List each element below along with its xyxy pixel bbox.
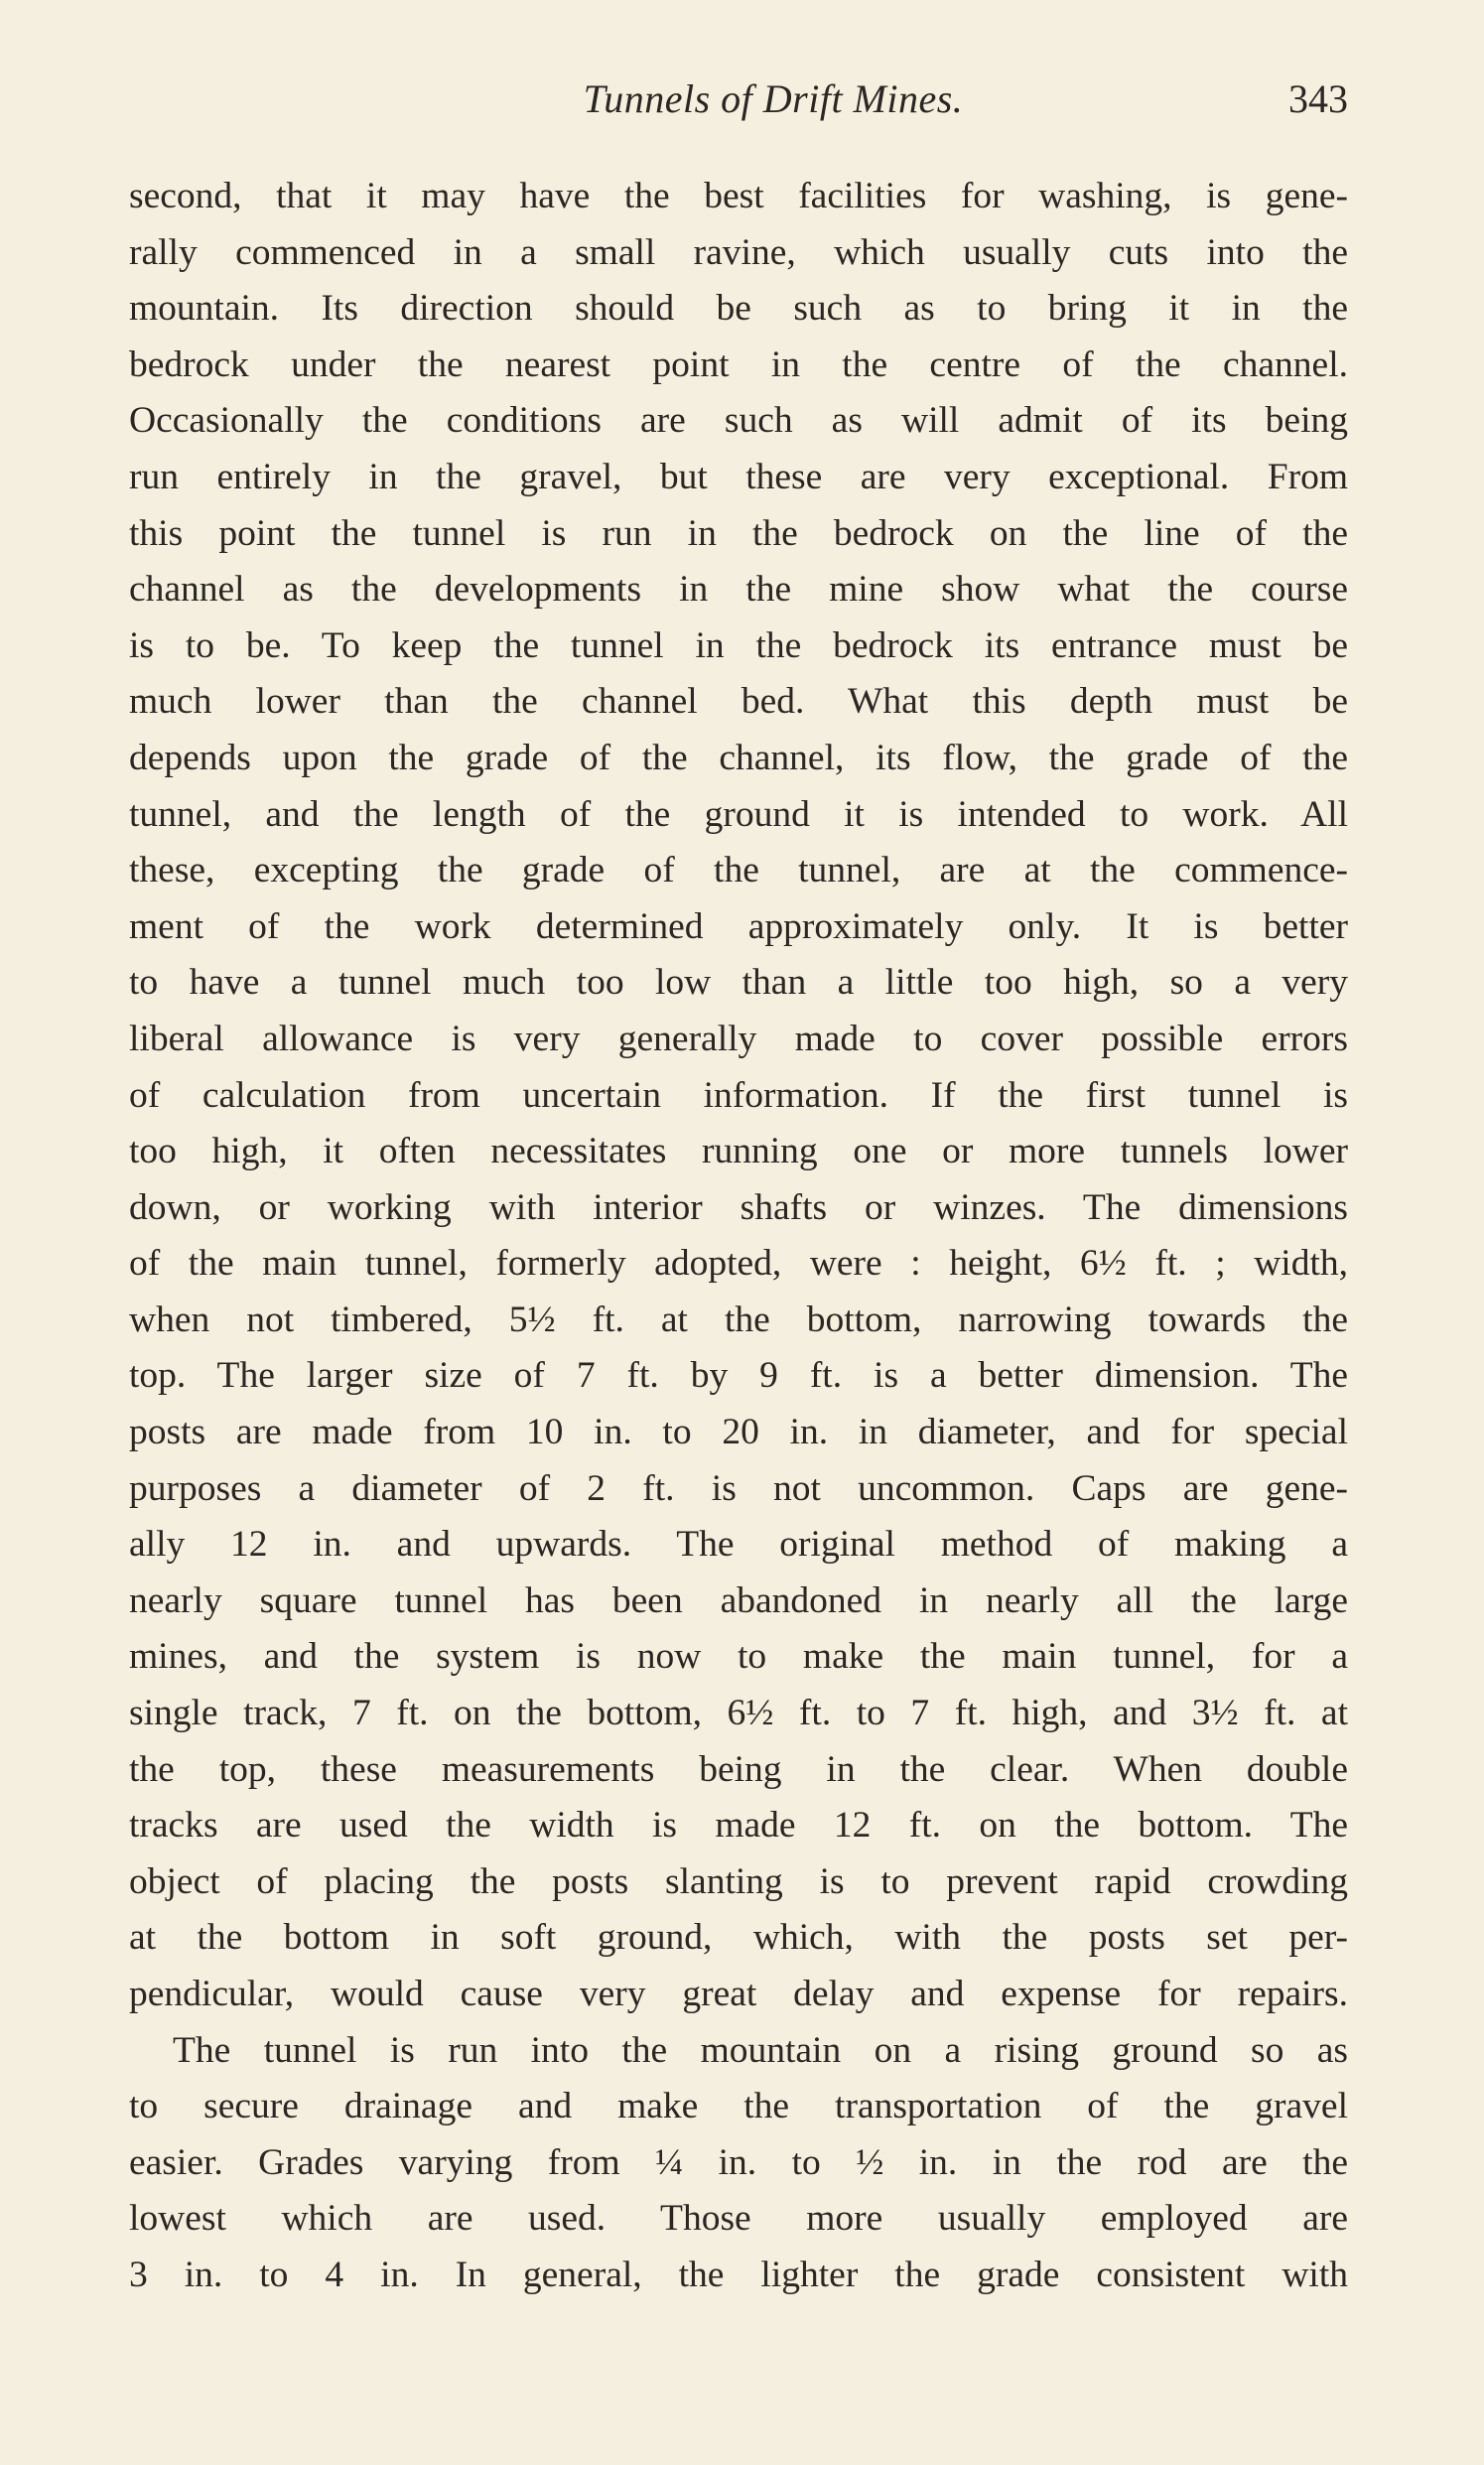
text-line: purposes a diameter of 2 ft. is not uncommon. Caps are gene-	[129, 1467, 1348, 1509]
text-line: object of placing the posts slanting is to prevent rapid crowding	[129, 1860, 1348, 1902]
text-line: rally commenced in a small ravine, which usually cuts into the	[129, 231, 1348, 273]
text-line: channel as the developments in the mine show what the course	[129, 569, 1348, 611]
text-line: is to be. To keep the tunnel in the bedrock its entrance must be	[129, 624, 1348, 666]
text-line: liberal allowance is very generally made to cover possible errors	[129, 1018, 1348, 1059]
text-line: 3 in. to 4 in. In general, the lighter the grade consistent with	[129, 2254, 1348, 2295]
text-line: tracks are used the width is made 12 ft. on the bottom. The	[129, 1805, 1348, 1847]
text-line: at the bottom in soft ground, which, with the posts set per-	[129, 1917, 1348, 1959]
text-line: these, excepting the grade of the tunnel, are at the commence-	[129, 850, 1348, 891]
text-line: ment of the work determined approximately only. It is better	[129, 905, 1348, 947]
text-line: pendicular, would cause very great delay and expense for repairs.	[129, 1974, 1348, 2014]
text-line: Occasionally the conditions are such as will admit of its being	[129, 400, 1348, 442]
text-line: when not timbered, 5½ ft. at the bottom, narrowing towards the	[129, 1299, 1348, 1340]
text-line: much lower than the channel bed. What this depth must be	[129, 681, 1348, 723]
paragraph-1	[129, 169, 1348, 2023]
text-line: ally 12 in. and upwards. The original method of making a	[129, 1524, 1348, 1566]
text-line: depends upon the grade of the channel, its flow, the grade of the	[129, 737, 1348, 778]
text-line: to secure drainage and make the transportation of the gravel	[129, 2086, 1348, 2127]
text-line: down, or working with interior shafts or winzes. The dimensions	[129, 1186, 1348, 1228]
text-line: run entirely in the gravel, but these are very exceptional. From	[129, 456, 1348, 497]
text-line: single track, 7 ft. on the bottom, 6½ ft. to 7 ft. high, and 3½ ft. at	[129, 1693, 1348, 1734]
body-text	[129, 169, 1348, 2304]
running-title: Tunnels of Drift Mines.	[583, 76, 964, 121]
text-line: to have a tunnel much too low than a little too high, so a very	[129, 962, 1348, 1004]
text-line: tunnel, and the length of the ground it is intended to work. All	[129, 793, 1348, 835]
text-line: bedrock under the nearest point in the centre of the channel.	[129, 343, 1348, 385]
text-line: of calculation from uncertain information. If the first tunnel is	[129, 1074, 1348, 1116]
text-line: the top, these measurements being in the clear. When double	[129, 1748, 1348, 1790]
text-line: posts are made from 10 in. to 20 in. in diameter, and for special	[129, 1412, 1348, 1453]
running-head	[129, 75, 1348, 135]
text-line: this point the tunnel is run in the bedrock on the line of the	[129, 512, 1348, 554]
page-number: 343	[1288, 76, 1348, 121]
text-line: nearly square tunnel has been abandoned in nearly all the large	[129, 1579, 1348, 1621]
text-line: of the main tunnel, formerly adopted, were : height, 6½ ft. ; width,	[129, 1243, 1348, 1285]
text-line: mines, and the system is now to make the main tunnel, for a	[129, 1636, 1348, 1678]
paragraph-2	[129, 2023, 1348, 2304]
text-line: mountain. Its direction should be such as to bring it in the	[129, 288, 1348, 330]
text-line: easier. Grades varying from ¼ in. to ½ in. in the rod are the	[129, 2141, 1348, 2183]
text-line: The tunnel is run into the mountain on a rising ground so as	[173, 2029, 1348, 2071]
text-line: second, that it may have the best facilities for washing, is gene-	[129, 176, 1348, 216]
text-line: too high, it often necessitates running one or more tunnels lower	[129, 1131, 1348, 1172]
text-line: lowest which are used. Those more usually employed are	[129, 2198, 1348, 2240]
text-line: top. The larger size of 7 ft. by 9 ft. is a better dimension. The	[129, 1355, 1348, 1397]
